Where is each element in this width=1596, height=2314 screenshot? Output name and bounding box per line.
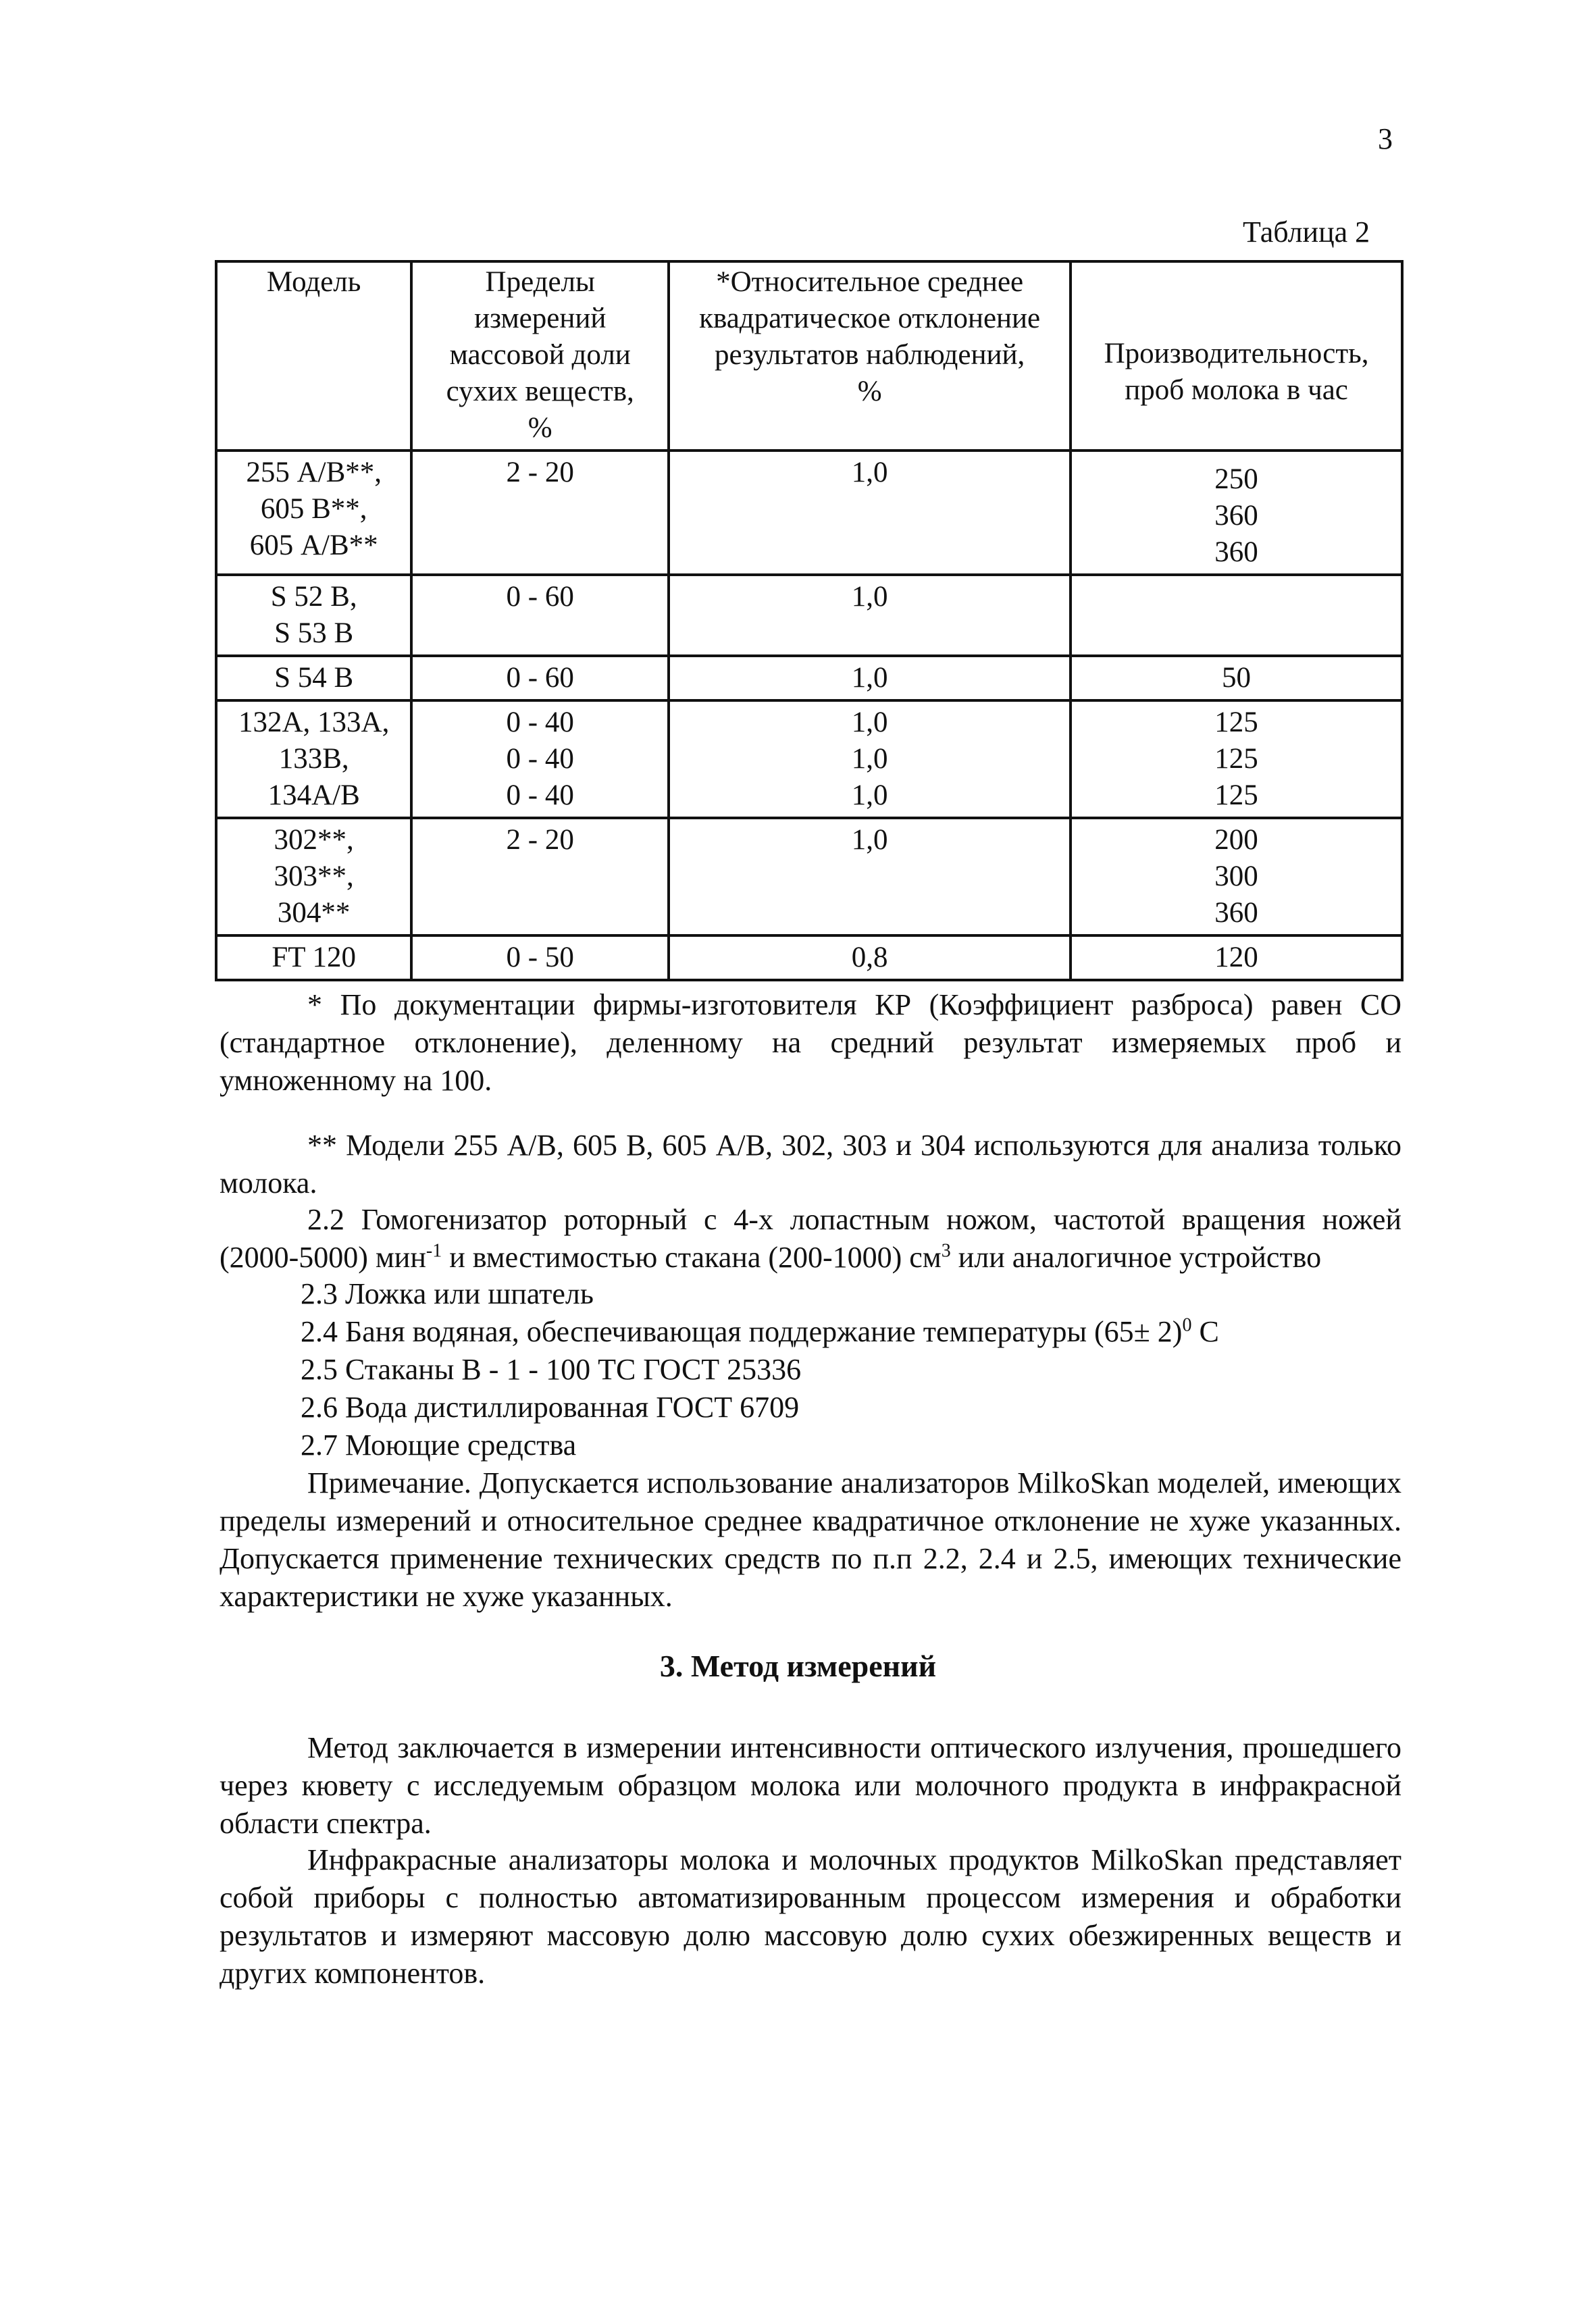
cell-line: 120 xyxy=(1214,942,1258,973)
header-capacity xyxy=(1071,261,1402,451)
cell-line: 2 - 20 xyxy=(506,457,574,488)
header-cell-line: массовой доли xyxy=(449,339,631,371)
header-cell-line: *Относительное среднее xyxy=(716,266,1024,298)
cell-line: 125 xyxy=(1214,706,1258,738)
cell-line: 1,0 xyxy=(851,457,888,488)
cell-line: 1,0 xyxy=(851,743,888,775)
table-row xyxy=(216,935,1402,980)
cell-line: 133В, xyxy=(278,743,349,775)
header-deviation xyxy=(669,261,1071,451)
item-2-2-sup: 3 xyxy=(941,1240,951,1262)
cell-model xyxy=(216,451,411,575)
cell-line: S 52 В, xyxy=(270,581,357,613)
cell-line: 2 - 20 xyxy=(506,824,574,856)
cell-line: 134А/В xyxy=(267,779,360,811)
cell-line: 0 - 50 xyxy=(506,942,574,973)
header-cell-line: Производительность, xyxy=(1104,338,1369,369)
cell-line: 605 А/В** xyxy=(249,530,378,561)
header-cell-line: % xyxy=(857,376,882,407)
cell-range xyxy=(411,575,669,656)
cell-deviation xyxy=(669,700,1071,818)
cell-range xyxy=(411,451,669,575)
cell-line: 1,0 xyxy=(851,581,888,613)
cell-model xyxy=(216,818,411,935)
cell-line: 303**, xyxy=(274,860,354,892)
header-range xyxy=(411,261,669,451)
cell-deviation xyxy=(669,935,1071,980)
cell-deviation xyxy=(669,451,1071,575)
cell-line: 360 xyxy=(1214,536,1258,568)
cell-line: 360 xyxy=(1214,500,1258,532)
cell-capacity xyxy=(1071,818,1402,935)
cell-range xyxy=(411,700,669,818)
cell-capacity xyxy=(1071,656,1402,700)
item-2-4-text: С xyxy=(1191,1315,1219,1348)
header-cell-line: результатов наблюдений, xyxy=(714,339,1025,371)
cell-line: 360 xyxy=(1214,897,1258,929)
table-row xyxy=(216,656,1402,700)
item-2-7: 2.7 Моющие средства xyxy=(301,1429,577,1462)
header-cell-line: Пределы xyxy=(485,266,595,298)
cell-model xyxy=(216,656,411,700)
cell-capacity xyxy=(1071,700,1402,818)
table-row xyxy=(216,451,1402,575)
item-2-2-text: и вместимостью стакана (200-1000) см xyxy=(442,1241,942,1274)
cell-line: 605 В**, xyxy=(260,493,367,525)
cell-line: 304** xyxy=(277,897,351,929)
cell-line: 50 xyxy=(1222,662,1252,694)
table-row xyxy=(216,575,1402,656)
cell-line: 250 xyxy=(1214,463,1258,495)
table-row xyxy=(216,818,1402,935)
note: Примечание. Допускается использование анализаторов MilkoSkan моделей, имеющих пределы измерений и относительное среднее квадратичное отклонение не хуже указанных. Допускается применение технических средств по п.п 2.2, 2.4 и 2.5, имеющих технические характеристики не хуже указанных. xyxy=(220,1466,1401,1613)
item-2-2-sup: -1 xyxy=(426,1240,442,1262)
cell-line: FT 120 xyxy=(272,942,356,973)
cell-line: S 54 В xyxy=(274,662,354,694)
table-caption: Таблица 2 xyxy=(1243,215,1370,249)
cell-capacity xyxy=(1071,575,1402,656)
cell-deviation xyxy=(669,656,1071,700)
data-table xyxy=(215,260,1404,981)
cell-line: 132А, 133А, xyxy=(238,706,390,738)
cell-deviation xyxy=(669,818,1071,935)
table-header-row xyxy=(216,261,1402,451)
header-model xyxy=(216,261,411,451)
cell-line: 0 - 40 xyxy=(506,743,574,775)
cell-range xyxy=(411,656,669,700)
cell-line: 300 xyxy=(1214,860,1258,892)
cell-model xyxy=(216,700,411,818)
header-cell-line: сухих веществ, xyxy=(446,376,634,407)
header-cell-line: % xyxy=(527,412,552,444)
cell-line: 302**, xyxy=(274,824,354,856)
footnote-1: * По документации фирмы-изготовителя КР (Коэффициент разброса) равен СО (стандартное отклонение), деленному на средний результат измеряемых проб и умноженному на 100. xyxy=(220,988,1401,1097)
cell-line: S 53 В xyxy=(274,617,354,649)
cell-line: 255 А/В**, xyxy=(246,457,382,488)
cell-range xyxy=(411,818,669,935)
cell-capacity xyxy=(1071,451,1402,575)
item-2-4-sup: 0 xyxy=(1182,1314,1192,1336)
cell-line: 200 xyxy=(1214,824,1258,856)
page-number: 3 xyxy=(1378,122,1393,155)
cell-line: 1,0 xyxy=(851,824,888,856)
item-2-5: 2.5 Стаканы В - 1 - 100 ТС ГОСТ 25336 xyxy=(301,1353,802,1386)
item-2-3: 2.3 Ложка или шпатель xyxy=(301,1277,594,1310)
cell-line: 125 xyxy=(1214,743,1258,775)
header-cell-line: проб молока в час xyxy=(1125,374,1348,406)
footnote-2: ** Модели 255 А/В, 605 В, 605 А/В, 302, 303 и 304 используются для анализа только молока. xyxy=(220,1129,1401,1200)
header-cell-line: Модель xyxy=(266,266,361,298)
item-2-2 xyxy=(220,1201,1401,1277)
table-row xyxy=(216,700,1402,818)
cell-line: 0 - 60 xyxy=(506,581,574,613)
item-2-4 xyxy=(301,1313,1219,1351)
cell-capacity xyxy=(1071,935,1402,980)
cell-line: 0 - 60 xyxy=(506,662,574,694)
cell-line: 0 - 40 xyxy=(506,706,574,738)
cell-model xyxy=(216,575,411,656)
cell-deviation xyxy=(669,575,1071,656)
item-2-2-text: или аналогичное устройство xyxy=(950,1241,1322,1274)
item-2-4-text: 2.4 Баня водяная, обеспечивающая поддержание температуры (65± 2) xyxy=(301,1315,1183,1348)
section-3-title: 3. Метод измерений xyxy=(659,1649,937,1683)
cell-line: 0,8 xyxy=(851,942,888,973)
item-2-6: 2.6 Вода дистиллированная ГОСТ 6709 xyxy=(301,1391,800,1424)
cell-line: 1,0 xyxy=(851,706,888,738)
item-2-2-text: 2.2 Гомогенизатор роторный с 4-х лопастным ножом, частотой вращения ножей (2000-5000) мин xyxy=(220,1203,1401,1274)
cell-line: 1,0 xyxy=(851,779,888,811)
header-cell-line: квадратическое отклонение xyxy=(699,303,1041,334)
cell-range xyxy=(411,935,669,980)
header-cell-line: измерений xyxy=(474,303,607,334)
cell-model xyxy=(216,935,411,980)
cell-line: 125 xyxy=(1214,779,1258,811)
cell-line: 1,0 xyxy=(851,662,888,694)
section-3-paragraph-1: Метод заключается в измерении интенсивности оптического излучения, прошедшего через кювету с исследуемым образцом молока или молочного продукта в инфракрасной области спектра. xyxy=(220,1731,1401,1840)
section-3-paragraph-2: Инфракрасные анализаторы молока и молочных продуктов MilkoSkan представляет собой приборы с полностью автоматизированным процессом измерения и обработки результатов и измеряют массовую долю массовую долю сухих обезжиренных веществ и других компонентов. xyxy=(220,1843,1401,1990)
cell-line: 0 - 40 xyxy=(506,779,574,811)
